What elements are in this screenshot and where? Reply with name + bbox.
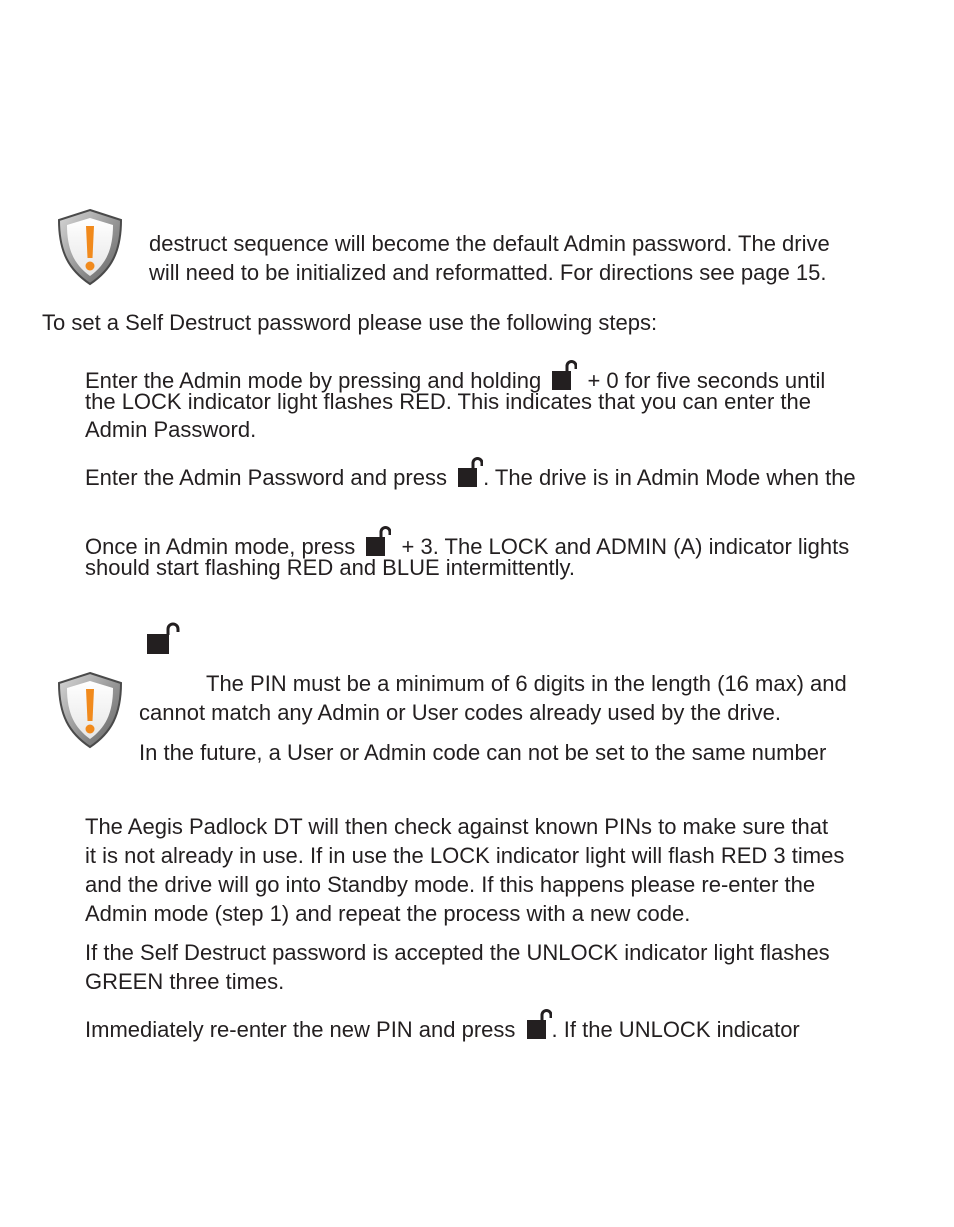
warning1-line2: will need to be initialized and reformatted. For directions see page 15.	[149, 260, 827, 285]
step6-line2: GREEN three times.	[85, 969, 285, 994]
unlock-icon	[365, 525, 391, 557]
step7-line1	[85, 1008, 800, 1044]
step2-text-post: . The drive is in Admin Mode when the	[483, 465, 856, 490]
warning2-line2: cannot match any Admin or User codes already used by the drive.	[139, 700, 782, 725]
intro-text: To set a Self Destruct password please use the following steps:	[42, 310, 658, 335]
warning1-line1: destruct sequence will become the default Admin password. The drive	[149, 231, 830, 256]
step1-text-post: + 0 for five seconds until	[587, 368, 826, 393]
step3-text-pre: Once in Admin mode, press	[85, 534, 356, 559]
step7-text-pre: Immediately re-enter the new PIN and press	[85, 1017, 516, 1042]
step6-line1: If the Self Destruct password is accepted the UNLOCK indicator light flashes	[85, 940, 830, 965]
step1-text-pre: Enter the Admin mode by pressing and holding	[85, 368, 542, 393]
step3-line2: should start flashing RED and BLUE intermittently.	[85, 555, 575, 580]
step5-line4: Admin mode (step 1) and repeat the process with a new code.	[85, 901, 691, 926]
warning-shield-icon	[55, 671, 125, 749]
step1-line2: the LOCK indicator light flashes RED. This indicates that you can enter the	[85, 389, 811, 414]
step5-line3: and the drive will go into Standby mode. If this happens please re-enter the	[85, 872, 816, 897]
unlock-icon	[551, 359, 577, 391]
unlock-icon	[526, 1008, 552, 1040]
unlock-icon	[146, 621, 172, 653]
step5-line1: The Aegis Padlock DT will then check against known PINs to make sure that	[85, 814, 829, 839]
step2-line1	[85, 456, 856, 492]
step3-text-post: + 3. The LOCK and ADMIN (A) indicator lights	[401, 534, 850, 559]
step2-text-pre: Enter the Admin Password and press	[85, 465, 447, 490]
step5-line2: it is not already in use. If in use the LOCK indicator light will flash RED 3 times	[85, 843, 845, 868]
warning2-line3: In the future, a User or Admin code can not be set to the same number	[139, 740, 827, 765]
warning2-line1: The PIN must be a minimum of 6 digits in the length (16 max) and	[206, 671, 847, 696]
warning-shield-icon	[55, 208, 125, 286]
step7-text-post: . If the UNLOCK indicator	[551, 1017, 800, 1042]
unlock-icon	[457, 456, 483, 488]
step1-line3: Admin Password.	[85, 417, 257, 442]
